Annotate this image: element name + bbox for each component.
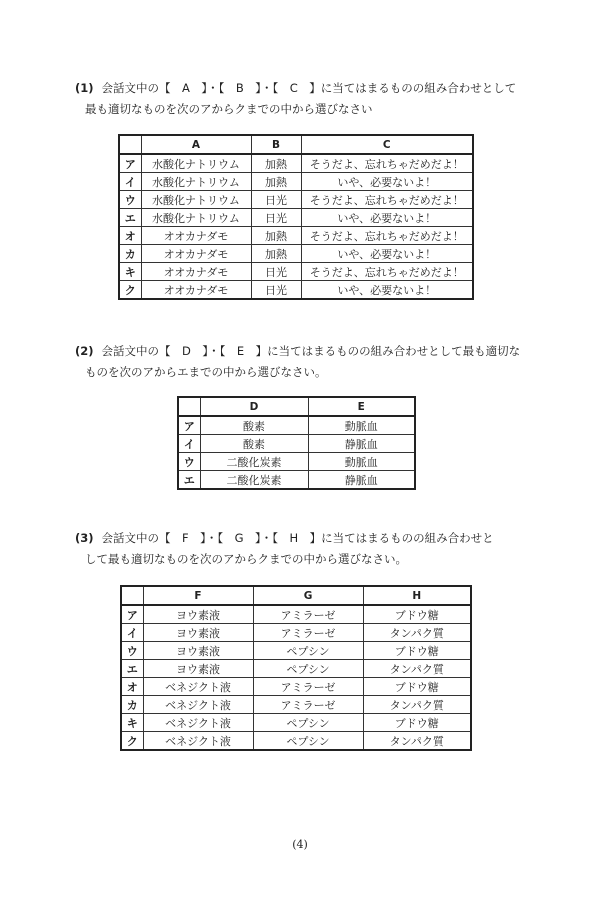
cell-h: タンパク質 (363, 624, 471, 642)
table-row (119, 173, 473, 191)
cell-b: 日光 (251, 209, 301, 227)
cell-d: 酸素 (200, 435, 308, 453)
header-blank (121, 586, 143, 605)
cell-b: 加熱 (251, 227, 301, 245)
cell-a: オオカナダモ (141, 263, 251, 281)
cell-d: 酸素 (200, 416, 308, 435)
cell-f: ヨウ素液 (143, 642, 253, 660)
question-3-text (75, 528, 545, 570)
cell-g: アミラーゼ (253, 678, 363, 696)
row-label: ア (178, 416, 200, 435)
row-label: ア (121, 605, 143, 624)
header-blank (119, 135, 141, 154)
cell-d: 二酸化炭素 (200, 471, 308, 490)
cell-c: そうだよ、忘れちゃだめだよ！ (301, 191, 473, 209)
row-label: ク (121, 732, 143, 751)
table-header-row (119, 135, 473, 154)
header-blank (178, 397, 200, 416)
cell-f: ベネジクト液 (143, 696, 253, 714)
cell-g: ペプシン (253, 714, 363, 732)
question-1-text (75, 78, 545, 120)
cell-f: ヨウ素液 (143, 624, 253, 642)
cell-g: ペプシン (253, 642, 363, 660)
cell-d: 二酸化炭素 (200, 453, 308, 471)
question-2-line1: 会話文中の【 D 】・【 E 】に当てはまるものの組み合わせとして最も適切な (101, 344, 521, 358)
table-row (119, 191, 473, 209)
row-label: ウ (178, 453, 200, 471)
row-label: オ (119, 227, 141, 245)
row-label: ウ (121, 642, 143, 660)
cell-b: 日光 (251, 281, 301, 300)
row-label: カ (119, 245, 141, 263)
cell-c: そうだよ、忘れちゃだめだよ！ (301, 154, 473, 173)
header-a: A (141, 135, 251, 154)
row-label: ア (119, 154, 141, 173)
question-2-table (177, 396, 416, 490)
table-row (119, 263, 473, 281)
row-label: エ (119, 209, 141, 227)
cell-c: いや、必要ないよ！ (301, 209, 473, 227)
cell-b: 日光 (251, 191, 301, 209)
cell-h: ブドウ糖 (363, 714, 471, 732)
cell-h: タンパク質 (363, 732, 471, 751)
cell-g: アミラーゼ (253, 624, 363, 642)
header-b: B (251, 135, 301, 154)
cell-g: ペプシン (253, 732, 363, 751)
table-row (121, 696, 471, 714)
question-3-table (120, 585, 472, 751)
row-label: キ (119, 263, 141, 281)
question-2-line2: ものを次のアからエまでの中から選びなさい。 (85, 365, 327, 379)
row-label: エ (178, 471, 200, 490)
header-f: F (143, 586, 253, 605)
cell-b: 加熱 (251, 154, 301, 173)
cell-b: 日光 (251, 263, 301, 281)
question-3-line1: 会話文中の【 F 】・【 G 】・【 H 】に当てはまるものの組み合わせと (101, 531, 494, 545)
cell-c: いや、必要ないよ！ (301, 245, 473, 263)
question-1-line2: 最も適切なものを次のアからクまでの中から選びなさい (85, 102, 373, 116)
cell-g: アミラーゼ (253, 696, 363, 714)
cell-a: 水酸化ナトリウム (141, 191, 251, 209)
cell-a: 水酸化ナトリウム (141, 209, 251, 227)
table-row (119, 281, 473, 300)
row-label: イ (119, 173, 141, 191)
row-label: イ (121, 624, 143, 642)
question-1-table (118, 134, 474, 300)
header-d: D (200, 397, 308, 416)
question-1-number: (1) (75, 81, 94, 95)
row-label: エ (121, 660, 143, 678)
cell-b: 加熱 (251, 173, 301, 191)
table-row (178, 435, 415, 453)
table-row (119, 209, 473, 227)
question-2-text (75, 341, 545, 383)
cell-f: ベネジクト液 (143, 714, 253, 732)
cell-h: ブドウ糖 (363, 642, 471, 660)
table-row (178, 453, 415, 471)
question-2-number: (2) (75, 344, 94, 358)
row-label: キ (121, 714, 143, 732)
table-header-row (178, 397, 415, 416)
cell-h: ブドウ糖 (363, 605, 471, 624)
cell-c: そうだよ、忘れちゃだめだよ！ (301, 263, 473, 281)
header-g: G (253, 586, 363, 605)
cell-e: 動脈血 (308, 453, 415, 471)
table-row (178, 416, 415, 435)
question-1-line1: 会話文中の【 A 】・【 B 】・【 C 】に当てはまるものの組み合わせとして (101, 81, 517, 95)
row-label: オ (121, 678, 143, 696)
cell-c: いや、必要ないよ！ (301, 281, 473, 300)
cell-a: オオカナダモ (141, 281, 251, 300)
cell-f: ヨウ素液 (143, 605, 253, 624)
question-3-number: (3) (75, 531, 94, 545)
cell-a: オオカナダモ (141, 245, 251, 263)
cell-f: ヨウ素液 (143, 660, 253, 678)
cell-c: いや、必要ないよ！ (301, 173, 473, 191)
table-row (119, 245, 473, 263)
cell-a: オオカナダモ (141, 227, 251, 245)
cell-g: アミラーゼ (253, 605, 363, 624)
table-row (119, 154, 473, 173)
cell-a: 水酸化ナトリウム (141, 173, 251, 191)
table-row (121, 678, 471, 696)
table-row (121, 624, 471, 642)
header-e: E (308, 397, 415, 416)
cell-e: 静脈血 (308, 471, 415, 490)
table-row (121, 660, 471, 678)
cell-e: 動脈血 (308, 416, 415, 435)
cell-f: ベネジクト液 (143, 732, 253, 751)
table-header-row (121, 586, 471, 605)
cell-h: タンパク質 (363, 696, 471, 714)
cell-a: 水酸化ナトリウム (141, 154, 251, 173)
row-label: カ (121, 696, 143, 714)
row-label: ウ (119, 191, 141, 209)
cell-f: ベネジクト液 (143, 678, 253, 696)
cell-g: ペプシン (253, 660, 363, 678)
row-label: ク (119, 281, 141, 300)
cell-b: 加熱 (251, 245, 301, 263)
question-3-line2: して最も適切なものを次のアからクまでの中から選びなさい。 (85, 552, 407, 566)
row-label: イ (178, 435, 200, 453)
cell-h: ブドウ糖 (363, 678, 471, 696)
header-h: H (363, 586, 471, 605)
table-row (121, 714, 471, 732)
table-row (178, 471, 415, 490)
header-c: C (301, 135, 473, 154)
table-row (121, 732, 471, 751)
table-row (121, 605, 471, 624)
cell-c: そうだよ、忘れちゃだめだよ！ (301, 227, 473, 245)
table-row (119, 227, 473, 245)
cell-e: 静脈血 (308, 435, 415, 453)
table-row (121, 642, 471, 660)
page-number: (4) (292, 838, 308, 851)
cell-h: タンパク質 (363, 660, 471, 678)
